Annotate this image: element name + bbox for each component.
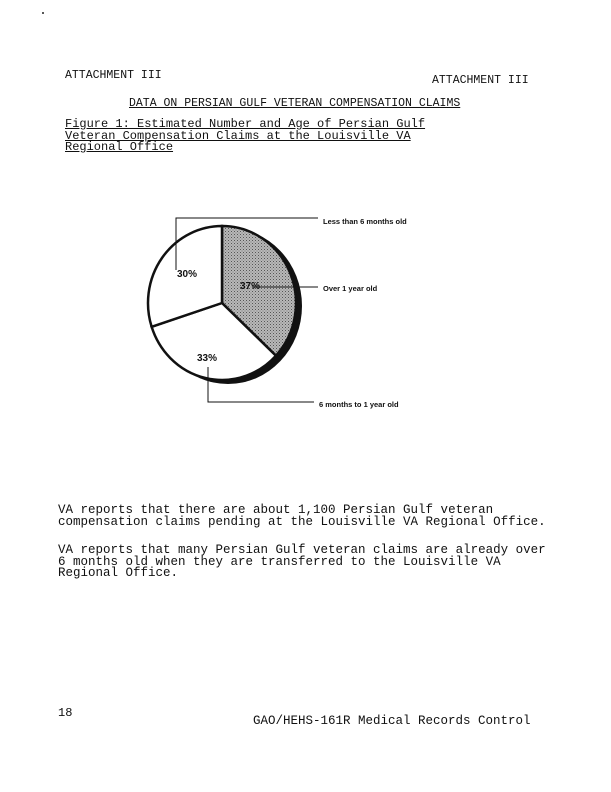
paragraph-line: VA reports that many Persian Gulf veteran claims are already over: [58, 543, 546, 557]
pie-category-label: 6 months to 1 year old: [319, 400, 399, 409]
figure-caption-line: Regional Office: [65, 140, 174, 154]
pie-value-label: 30%: [176, 269, 198, 280]
paragraph-line: compensation claims pending at the Louisville VA Regional Office.: [58, 514, 546, 529]
paragraph-line: VA reports that there are about 1,100 Persian Gulf veteran: [58, 503, 494, 517]
document-title: DATA ON PERSIAN GULF VETERAN COMPENSATION CLAIMS: [129, 97, 461, 110]
pie-value-label: 37%: [239, 281, 261, 292]
figure-caption-line: Veteran Compensation Claims at the Louisville VA: [65, 128, 411, 143]
attachment-label-left: ATTACHMENT III: [65, 69, 162, 82]
pie-category-label: Over 1 year old: [323, 284, 378, 293]
paragraph-line: Regional Office.: [58, 566, 179, 580]
paragraph-claims-pending: [58, 505, 558, 528]
paragraph-claims-age: [58, 545, 558, 580]
report-identifier: GAO/HEHS-161R Medical Records Control: [253, 714, 531, 728]
figure-caption-line: Figure 1: Estimated Number and Age of Persian Gulf: [65, 117, 426, 131]
pie-category-label: Less than 6 months old: [323, 217, 407, 226]
page-number: 18: [58, 706, 73, 720]
attachment-label-right: ATTACHMENT III: [432, 74, 529, 87]
pie-value-label: 33%: [196, 353, 218, 364]
paragraph-line: 6 months old when they are transferred to the Louisville VA: [58, 554, 501, 569]
